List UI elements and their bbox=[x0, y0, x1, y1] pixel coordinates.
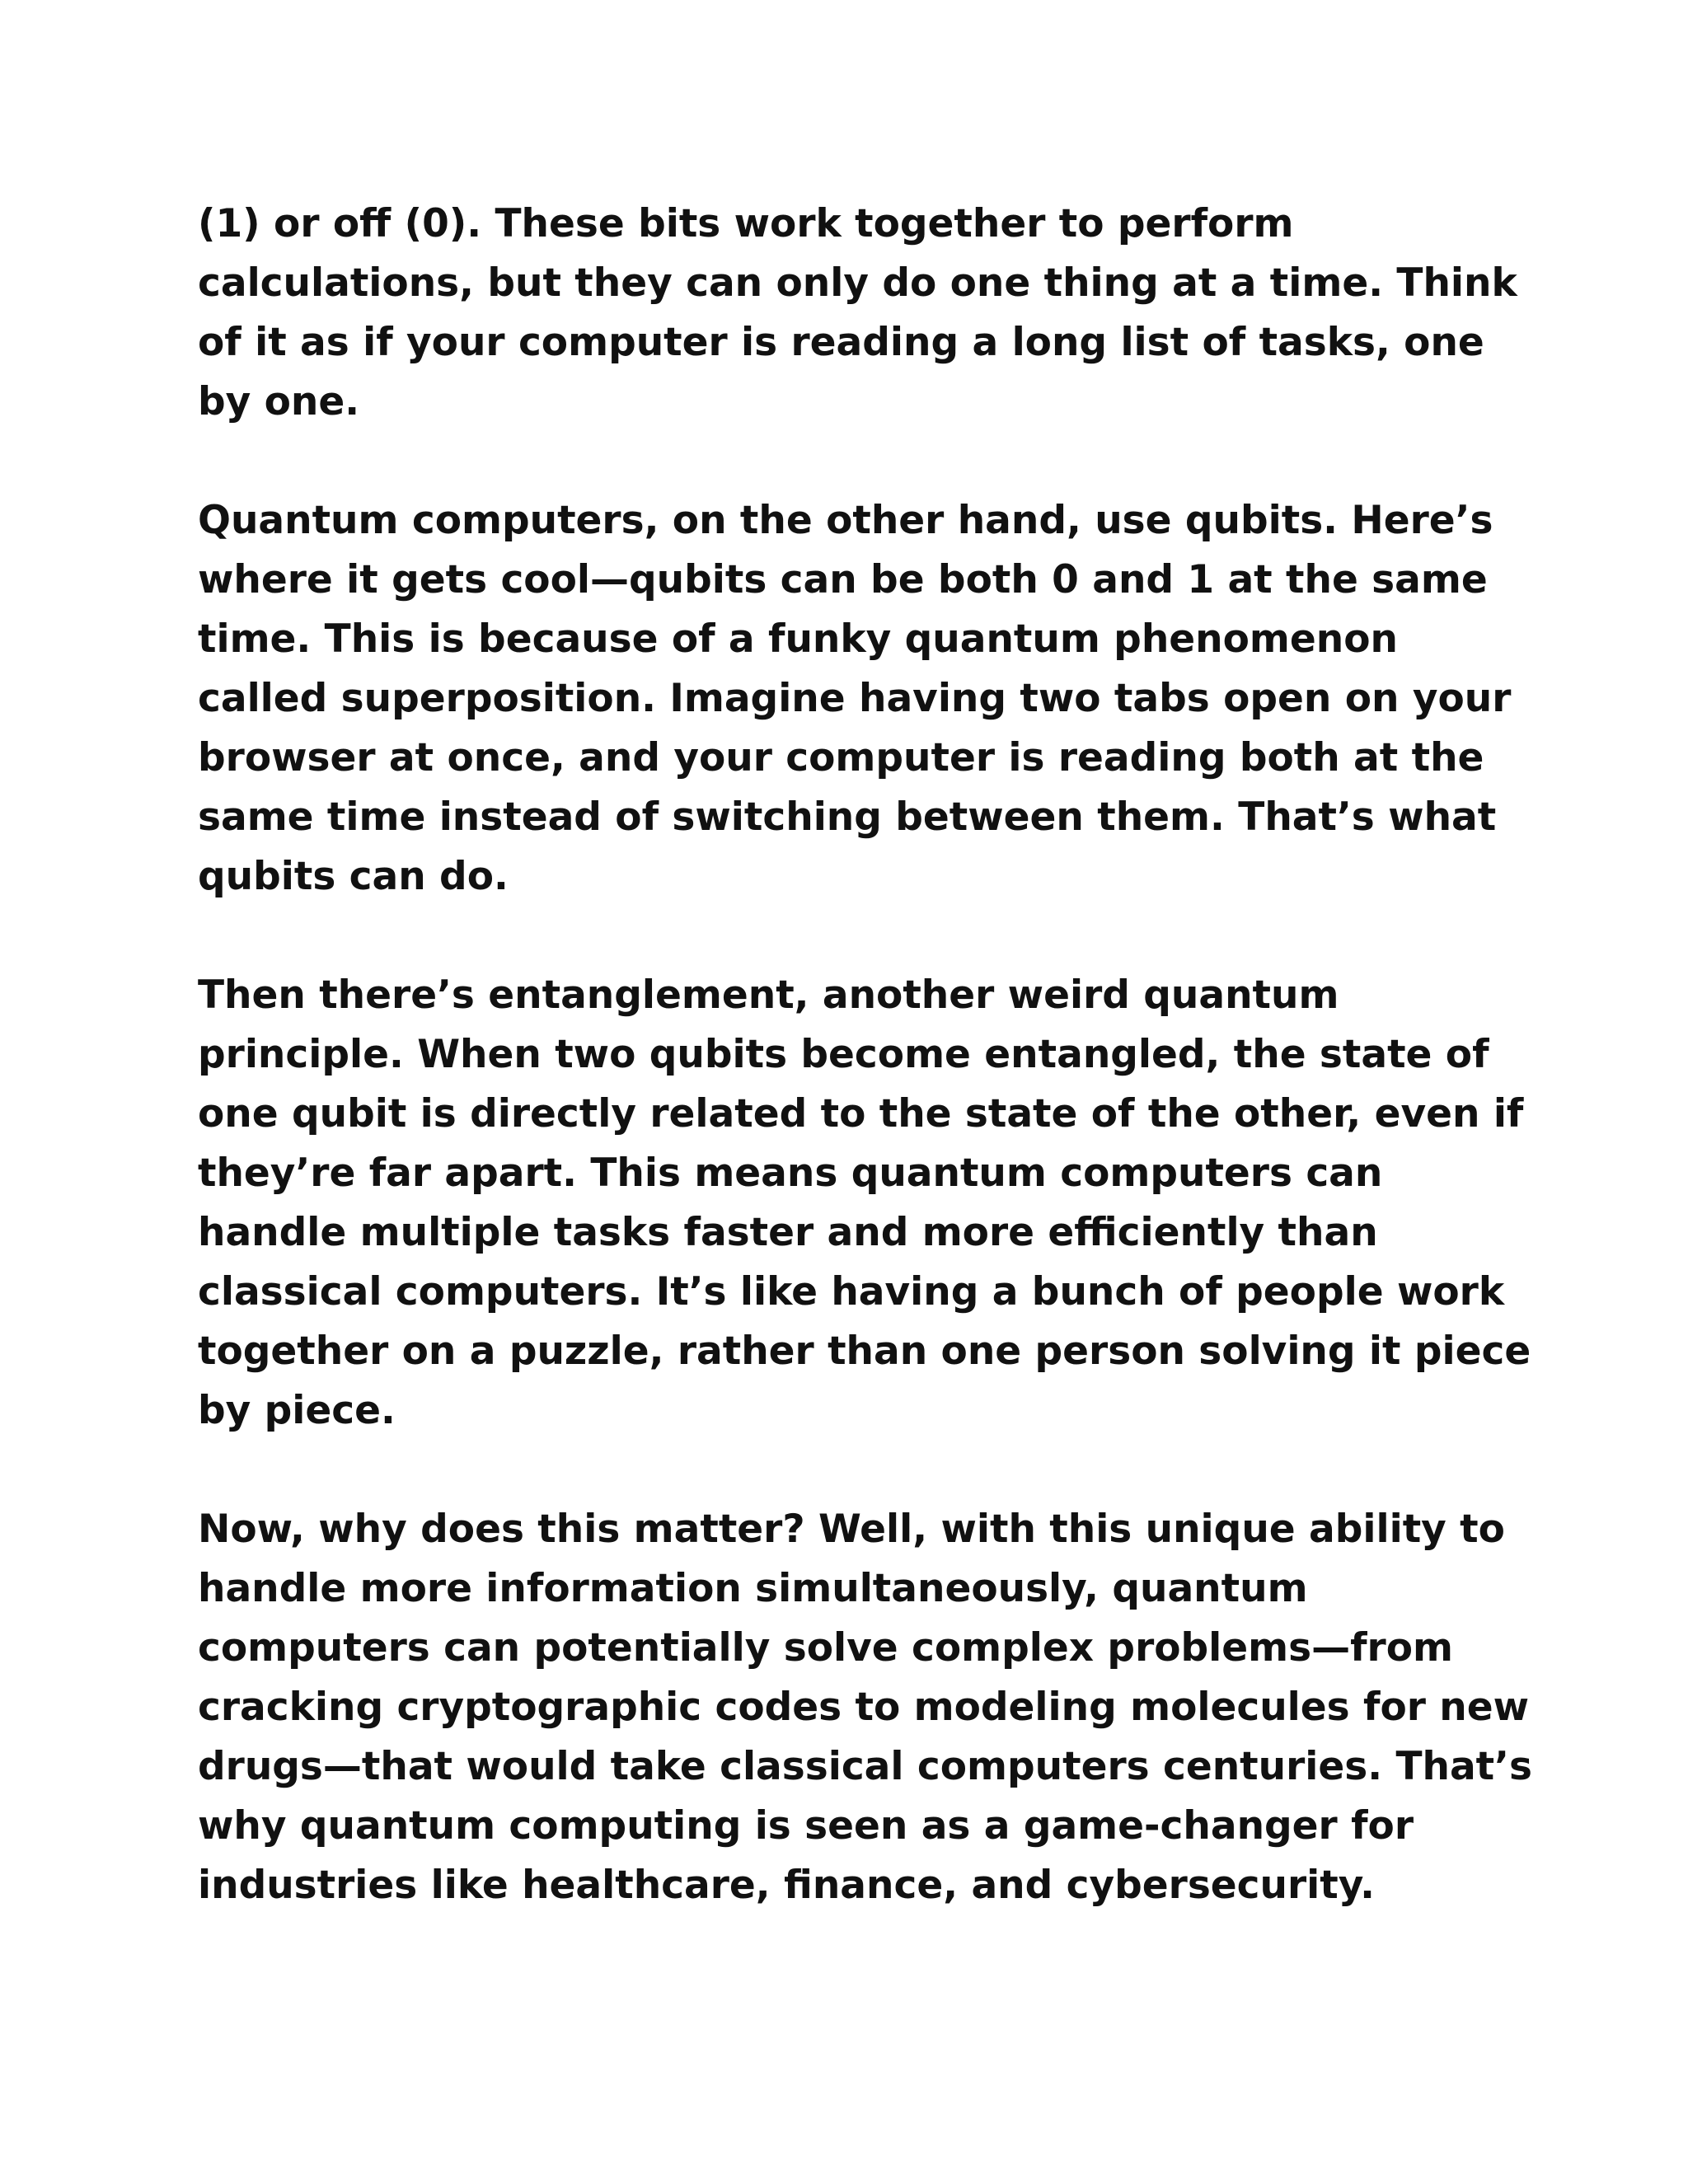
text-line: principle. When two qubits become entangled, the state of bbox=[198, 1032, 1489, 1077]
text-line: Then there’s entanglement, another weird quantum bbox=[198, 972, 1339, 1018]
text-line: drugs—that would take classical computers centuries. That’s bbox=[198, 1744, 1532, 1789]
text-line: where it gets cool—qubits can be both 0 and 1 at the same bbox=[198, 557, 1488, 602]
text-line: called superposition. Imagine having two tabs open on your bbox=[198, 676, 1512, 721]
text-line: computers can potentially solve complex problems—from bbox=[198, 1625, 1454, 1671]
text-line: browser at once, and your computer is reading both at the bbox=[198, 735, 1484, 780]
text-line: by piece. bbox=[198, 1388, 396, 1433]
text-line: same time instead of switching between them. That’s what bbox=[198, 794, 1497, 840]
text-line: handle more information simultaneously, quantum bbox=[198, 1566, 1308, 1611]
paragraph-2 bbox=[198, 491, 1517, 907]
text-line: one qubit is directly related to the state of the other, even if bbox=[198, 1091, 1524, 1137]
text-line: industries like healthcare, finance, and cybersecurity. bbox=[198, 1863, 1375, 1908]
text-line: qubits can do. bbox=[198, 854, 509, 899]
text-line: why quantum computing is seen as a game-changer for bbox=[198, 1803, 1414, 1849]
text-line: (1) or off (0). These bits work together to perform bbox=[198, 201, 1294, 246]
paragraph-1 bbox=[198, 194, 1517, 432]
text-line: classical computers. It’s like having a bunch of people work bbox=[198, 1269, 1505, 1315]
text-line: of it as if your computer is reading a long list of tasks, one bbox=[198, 320, 1484, 365]
text-line: Quantum computers, on the other hand, use qubits. Here’s bbox=[198, 498, 1493, 543]
paragraph-3 bbox=[198, 966, 1531, 1441]
text-line: they’re far apart. This means quantum computers can bbox=[198, 1151, 1383, 1196]
text-line: Now, why does this matter? Well, with this unique ability to bbox=[198, 1507, 1505, 1552]
body-text bbox=[198, 194, 1532, 1975]
text-line: cracking cryptographic codes to modeling molecules for new bbox=[198, 1685, 1530, 1730]
text-line: time. This is because of a funky quantum phenomenon bbox=[198, 616, 1398, 662]
text-line: by one. bbox=[198, 379, 360, 424]
text-line: calculations, but they can only do one thing at a time. Think bbox=[198, 260, 1517, 306]
text-line: together on a puzzle, rather than one person solving it piece bbox=[198, 1329, 1531, 1374]
paragraph-4 bbox=[198, 1500, 1532, 1915]
text-line: handle multiple tasks faster and more efficiently than bbox=[198, 1210, 1378, 1255]
